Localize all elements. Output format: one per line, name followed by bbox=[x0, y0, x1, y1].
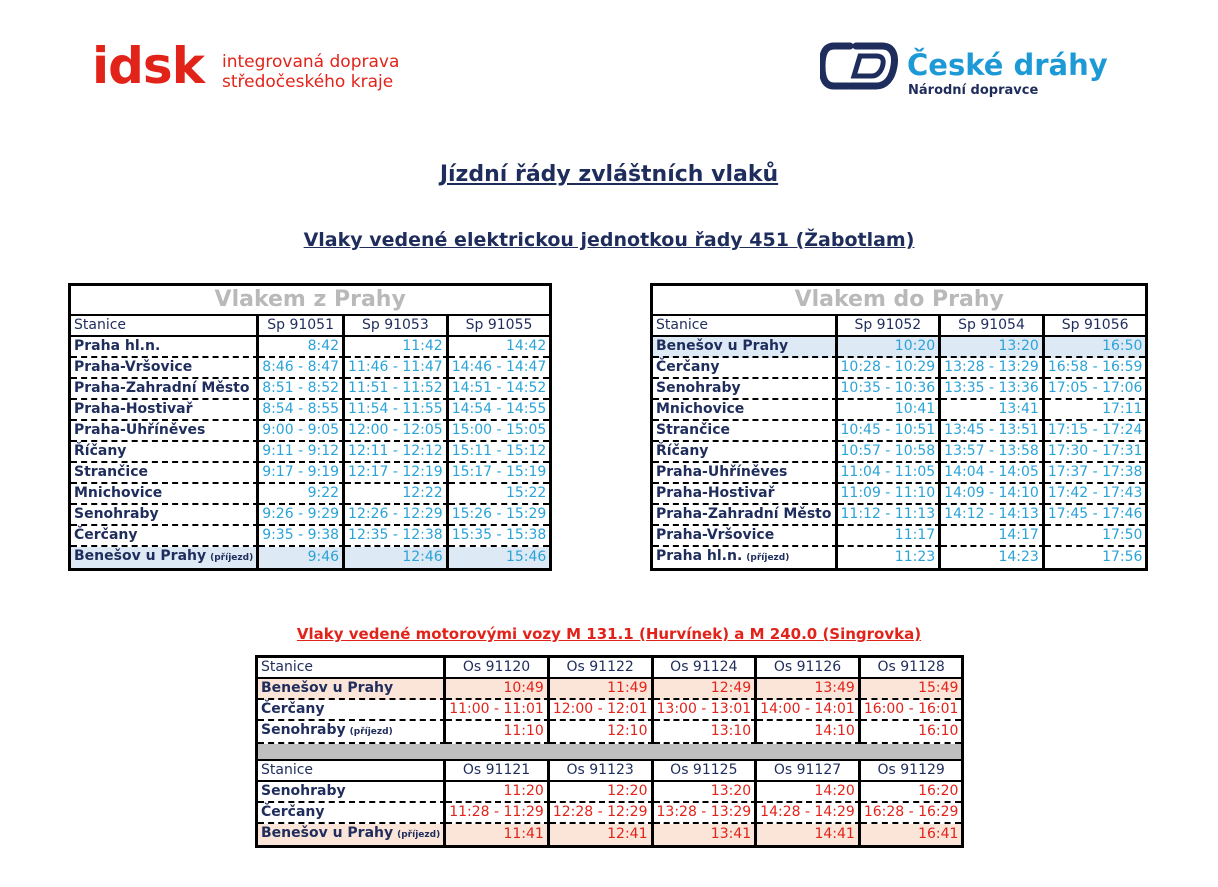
station-name bbox=[71, 337, 259, 358]
station-label: Praha-Uhříněves bbox=[74, 422, 206, 438]
time-cell: 13:10 bbox=[654, 721, 758, 744]
station-name bbox=[258, 679, 446, 700]
time-cell: 11:10 bbox=[446, 721, 550, 744]
time-cell: 12:49 bbox=[654, 679, 758, 700]
time-cell: 10:20 bbox=[838, 337, 942, 358]
time-cell: 12:11 - 12:12 bbox=[345, 442, 449, 463]
table-row bbox=[71, 547, 549, 568]
station-label: Praha-Uhříněves bbox=[656, 464, 788, 480]
table-row bbox=[653, 484, 1145, 505]
time-cell: 11:49 bbox=[550, 679, 654, 700]
station-name bbox=[258, 803, 446, 824]
station-label: Senohraby bbox=[261, 783, 346, 799]
table-row bbox=[258, 679, 961, 700]
time-cell: 15:22 bbox=[449, 484, 550, 505]
time-cell: 11:00 - 11:01 bbox=[446, 700, 550, 721]
time-cell: 10:35 - 10:36 bbox=[838, 379, 942, 400]
time-cell: 16:00 - 16:01 bbox=[861, 700, 962, 721]
train-number-header: Os 91128 bbox=[861, 658, 962, 679]
time-cell: 15:11 - 15:12 bbox=[449, 442, 550, 463]
time-cell: 17:30 - 17:31 bbox=[1045, 442, 1146, 463]
idsk-logo: idsk bbox=[92, 37, 204, 95]
station-label: Čerčany bbox=[656, 359, 720, 375]
table-row bbox=[71, 526, 549, 547]
table-row bbox=[653, 547, 1145, 568]
station-label: Praha hl.n. bbox=[74, 338, 161, 354]
time-cell: 15:26 - 15:29 bbox=[449, 505, 550, 526]
time-cell: 12:22 bbox=[345, 484, 449, 505]
table-from-prague bbox=[68, 283, 552, 571]
idsk-tagline-line2: středočeského kraje bbox=[222, 72, 394, 92]
station-name bbox=[71, 400, 259, 421]
station-name bbox=[258, 721, 446, 744]
table-row bbox=[71, 505, 549, 526]
train-number-header: Os 91125 bbox=[654, 761, 758, 782]
time-cell: 13:28 - 13:29 bbox=[654, 803, 758, 824]
time-cell: 12:00 - 12:05 bbox=[345, 421, 449, 442]
time-cell: 17:37 - 17:38 bbox=[1045, 463, 1146, 484]
table-heading: Vlakem do Prahy bbox=[653, 286, 1145, 316]
cd-brand-subtitle: Národní dopravce bbox=[908, 83, 1039, 98]
time-cell: 10:49 bbox=[446, 679, 550, 700]
time-cell: 13:00 - 13:01 bbox=[654, 700, 758, 721]
station-name bbox=[71, 547, 259, 568]
time-cell: 11:09 - 11:10 bbox=[838, 484, 942, 505]
train-number-header: Os 91126 bbox=[757, 658, 861, 679]
time-cell: 9:11 - 9:12 bbox=[259, 442, 345, 463]
time-cell: 9:35 - 9:38 bbox=[259, 526, 345, 547]
time-cell: 11:28 - 11:29 bbox=[446, 803, 550, 824]
table-row bbox=[258, 721, 961, 744]
train-number-header: Os 91121 bbox=[446, 761, 550, 782]
time-cell: 8:54 - 8:55 bbox=[259, 400, 345, 421]
station-name bbox=[653, 505, 838, 526]
time-cell: 11:51 - 11:52 bbox=[345, 379, 449, 400]
time-cell: 14:12 - 14:13 bbox=[941, 505, 1045, 526]
table-row bbox=[653, 526, 1145, 547]
time-cell: 16:50 bbox=[1045, 337, 1146, 358]
time-cell: 15:46 bbox=[449, 547, 550, 568]
time-cell: 14:42 bbox=[449, 337, 550, 358]
time-cell: 17:15 - 17:24 bbox=[1045, 421, 1146, 442]
time-cell: 8:42 bbox=[259, 337, 345, 358]
train-number-header: Sp 91052 bbox=[838, 316, 942, 337]
time-cell: 12:46 bbox=[345, 547, 449, 568]
station-name bbox=[71, 358, 259, 379]
station-name bbox=[653, 442, 838, 463]
time-cell: 12:00 - 12:01 bbox=[550, 700, 654, 721]
time-cell: 12:28 - 12:29 bbox=[550, 803, 654, 824]
station-label: Praha-Vršovice bbox=[656, 527, 775, 543]
station-name bbox=[71, 463, 259, 484]
time-cell: 13:41 bbox=[654, 824, 758, 845]
table-row bbox=[71, 379, 549, 400]
motor-section-title: Vlaky vedené motorovými vozy M 131.1 (Hurvínek) a M 240.0 (Singrovka) bbox=[296, 625, 922, 643]
train-number-header: Sp 91056 bbox=[1045, 316, 1146, 337]
station-label: Benešov u Prahy bbox=[261, 680, 394, 696]
time-cell: 15:00 - 15:05 bbox=[449, 421, 550, 442]
train-number-header: Os 91129 bbox=[861, 761, 962, 782]
train-number-header: Sp 91054 bbox=[941, 316, 1045, 337]
table-row bbox=[653, 463, 1145, 484]
station-name bbox=[71, 379, 259, 400]
table-row bbox=[653, 379, 1145, 400]
table-row bbox=[71, 358, 549, 379]
time-cell: 13:49 bbox=[757, 679, 861, 700]
station-name bbox=[653, 526, 838, 547]
cd-brand-name: České dráhy bbox=[907, 48, 1108, 82]
station-label: Praha-Hostivař bbox=[656, 485, 775, 501]
time-cell: 9:22 bbox=[259, 484, 345, 505]
table-row bbox=[71, 337, 549, 358]
station-name bbox=[653, 484, 838, 505]
station-label: Praha hl.n. bbox=[656, 548, 743, 564]
station-header: Stanice bbox=[71, 316, 259, 337]
train-number-header: Os 91123 bbox=[550, 761, 654, 782]
time-cell: 16:28 - 16:29 bbox=[861, 803, 962, 824]
cd-logo-icon bbox=[820, 42, 898, 90]
idsk-tagline bbox=[222, 52, 399, 92]
station-label: Strančice bbox=[656, 422, 730, 438]
time-cell: 12:26 - 12:29 bbox=[345, 505, 449, 526]
time-cell: 10:57 - 10:58 bbox=[838, 442, 942, 463]
train-number-header: Sp 91053 bbox=[345, 316, 449, 337]
time-cell: 9:17 - 9:19 bbox=[259, 463, 345, 484]
station-label: Praha-Zahradní Město bbox=[656, 506, 832, 522]
time-cell: 14:20 bbox=[757, 782, 861, 803]
station-label: Říčany bbox=[656, 443, 709, 459]
time-cell: 16:41 bbox=[861, 824, 962, 845]
train-number-header: Os 91122 bbox=[550, 658, 654, 679]
time-cell: 14:00 - 14:01 bbox=[757, 700, 861, 721]
table-row bbox=[71, 463, 549, 484]
station-label: Senohraby bbox=[74, 506, 159, 522]
arrival-note: (příjezd) bbox=[397, 830, 441, 840]
time-cell: 11:23 bbox=[838, 547, 942, 568]
table-row bbox=[71, 421, 549, 442]
table-row bbox=[71, 484, 549, 505]
table-separator bbox=[258, 744, 961, 761]
station-header: Stanice bbox=[653, 316, 838, 337]
time-cell: 11:54 - 11:55 bbox=[345, 400, 449, 421]
station-label: Čerčany bbox=[74, 527, 138, 543]
table-row bbox=[653, 442, 1145, 463]
station-name bbox=[258, 824, 446, 845]
station-label: Benešov u Prahy bbox=[656, 338, 789, 354]
train-number-header: Os 91120 bbox=[446, 658, 550, 679]
time-cell: 13:20 bbox=[654, 782, 758, 803]
idsk-tagline-line1: integrovaná doprava bbox=[222, 52, 400, 72]
time-cell: 17:45 - 17:46 bbox=[1045, 505, 1146, 526]
time-cell: 9:26 - 9:29 bbox=[259, 505, 345, 526]
time-cell: 13:41 bbox=[941, 400, 1045, 421]
train-number-header: Sp 91051 bbox=[259, 316, 345, 337]
station-name bbox=[71, 421, 259, 442]
table-row bbox=[71, 400, 549, 421]
table-row bbox=[258, 803, 961, 824]
station-label: Čerčany bbox=[261, 701, 325, 717]
table-row bbox=[653, 337, 1145, 358]
time-cell: 16:10 bbox=[861, 721, 962, 744]
time-cell: 11:12 - 11:13 bbox=[838, 505, 942, 526]
station-label: Benešov u Prahy bbox=[261, 825, 394, 841]
station-name bbox=[71, 484, 259, 505]
time-cell: 10:45 - 10:51 bbox=[838, 421, 942, 442]
station-name bbox=[653, 547, 838, 568]
station-label: Říčany bbox=[74, 443, 127, 459]
station-name bbox=[71, 505, 259, 526]
train-number-header: Os 91127 bbox=[757, 761, 861, 782]
station-name bbox=[653, 400, 838, 421]
arrival-note: (příjezd) bbox=[210, 553, 254, 563]
table-motor-trains bbox=[255, 655, 964, 848]
station-label: Benešov u Prahy bbox=[74, 548, 207, 564]
table-row bbox=[653, 421, 1145, 442]
station-name bbox=[653, 421, 838, 442]
time-cell: 12:10 bbox=[550, 721, 654, 744]
time-cell: 15:35 - 15:38 bbox=[449, 526, 550, 547]
time-cell: 11:42 bbox=[345, 337, 449, 358]
time-cell: 12:20 bbox=[550, 782, 654, 803]
table-heading: Vlakem z Prahy bbox=[71, 286, 549, 316]
time-cell: 9:00 - 9:05 bbox=[259, 421, 345, 442]
station-label: Senohraby bbox=[656, 380, 741, 396]
electric-section-title: Vlaky vedené elektrickou jednotkou řady 451 (Žabotlam) bbox=[303, 229, 915, 251]
station-name bbox=[258, 782, 446, 803]
time-cell: 8:46 - 8:47 bbox=[259, 358, 345, 379]
time-cell: 11:41 bbox=[446, 824, 550, 845]
time-cell: 17:42 - 17:43 bbox=[1045, 484, 1146, 505]
time-cell: 14:54 - 14:55 bbox=[449, 400, 550, 421]
time-cell: 11:46 - 11:47 bbox=[345, 358, 449, 379]
time-cell: 11:17 bbox=[838, 526, 942, 547]
station-label: Praha-Vršovice bbox=[74, 359, 193, 375]
time-cell: 16:58 - 16:59 bbox=[1045, 358, 1146, 379]
station-header: Stanice bbox=[258, 658, 446, 679]
time-cell: 13:28 - 13:29 bbox=[941, 358, 1045, 379]
time-cell: 10:28 - 10:29 bbox=[838, 358, 942, 379]
time-cell: 14:28 - 14:29 bbox=[757, 803, 861, 824]
station-name bbox=[71, 526, 259, 547]
table-row bbox=[653, 358, 1145, 379]
time-cell: 14:09 - 14:10 bbox=[941, 484, 1045, 505]
time-cell: 11:20 bbox=[446, 782, 550, 803]
table-row bbox=[653, 400, 1145, 421]
time-cell: 15:17 - 15:19 bbox=[449, 463, 550, 484]
arrival-note: (příjezd) bbox=[349, 727, 393, 737]
station-label: Mnichovice bbox=[74, 485, 163, 501]
time-cell: 13:35 - 13:36 bbox=[941, 379, 1045, 400]
time-cell: 14:46 - 14:47 bbox=[449, 358, 550, 379]
station-label: Praha-Hostivař bbox=[74, 401, 193, 417]
time-cell: 14:04 - 14:05 bbox=[941, 463, 1045, 484]
table-row bbox=[258, 824, 961, 845]
table-row bbox=[258, 700, 961, 721]
station-header: Stanice bbox=[258, 761, 446, 782]
time-cell: 12:17 - 12:19 bbox=[345, 463, 449, 484]
station-name bbox=[71, 442, 259, 463]
time-cell: 12:41 bbox=[550, 824, 654, 845]
time-cell: 14:10 bbox=[757, 721, 861, 744]
station-label: Senohraby bbox=[261, 722, 346, 738]
train-number-header: Sp 91055 bbox=[449, 316, 550, 337]
time-cell: 12:35 - 12:38 bbox=[345, 526, 449, 547]
table-row bbox=[71, 442, 549, 463]
time-cell: 17:56 bbox=[1102, 549, 1143, 565]
time-cell: 11:04 - 11:05 bbox=[838, 463, 942, 484]
time-cell: 13:57 - 13:58 bbox=[941, 442, 1045, 463]
station-name bbox=[653, 358, 838, 379]
train-number-header: Os 91124 bbox=[654, 658, 758, 679]
page-title: Jízdní řády zvláštních vlaků bbox=[439, 162, 779, 187]
station-name bbox=[653, 337, 838, 358]
time-cell: 8:51 - 8:52 bbox=[259, 379, 345, 400]
time-cell: 17:05 - 17:06 bbox=[1045, 379, 1146, 400]
table-row bbox=[653, 505, 1145, 526]
arrival-note: (příjezd) bbox=[746, 553, 790, 563]
station-name bbox=[653, 379, 838, 400]
table-row bbox=[258, 782, 961, 803]
station-label: Čerčany bbox=[261, 804, 325, 820]
time-cell: 17:50 bbox=[1045, 526, 1146, 547]
time-cell: 14:17 bbox=[941, 526, 1045, 547]
time-cell: 10:41 bbox=[838, 400, 942, 421]
time-cell: 14:51 - 14:52 bbox=[449, 379, 550, 400]
time-cell: 14:41 bbox=[757, 824, 861, 845]
time-cell: 14:23 bbox=[941, 547, 1045, 568]
station-label: Strančice bbox=[74, 464, 148, 480]
time-cell: 16:20 bbox=[861, 782, 962, 803]
table-to-prague bbox=[650, 283, 1148, 571]
station-label: Praha-Zahradní Město bbox=[74, 380, 250, 396]
time-cell: 13:45 - 13:51 bbox=[941, 421, 1045, 442]
station-label: Mnichovice bbox=[656, 401, 745, 417]
time-cell: 13:20 bbox=[941, 337, 1045, 358]
time-cell: 9:46 bbox=[259, 547, 345, 568]
station-name bbox=[258, 700, 446, 721]
time-cell: 17:11 bbox=[1045, 400, 1146, 421]
time-cell: 15:49 bbox=[861, 679, 962, 700]
station-name bbox=[653, 463, 838, 484]
